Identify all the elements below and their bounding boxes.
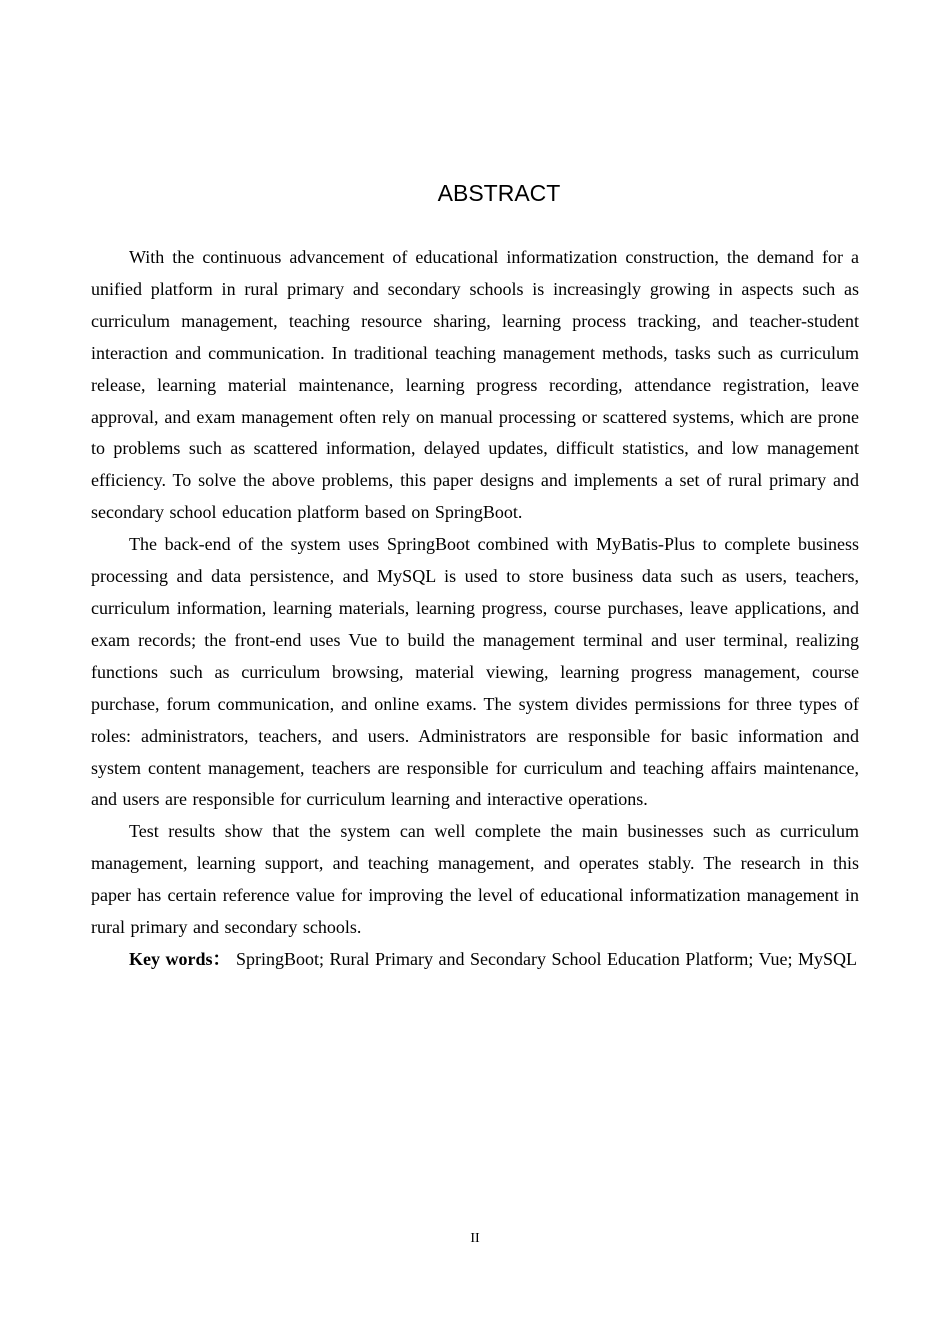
keywords-label: Key words： <box>129 948 231 969</box>
abstract-paragraph-3: Test results show that the system can well complete the main businesses such as curriculum management, learning support, and teaching management, and operates stably. The research in this paper has certain reference value for improving the level of educational informatization management in rural primary and secondary schools. <box>91 821 859 938</box>
abstract-body <box>91 242 859 976</box>
keywords-line <box>91 944 859 976</box>
abstract-paragraph-2: The back-end of the system uses SpringBoot combined with MyBatis-Plus to complete business processing and data persistence, and MySQL is used to store business data such as users, teachers, curriculum information, learning materials, learning progress, course purchases, leave applications, and exam records; the front-end uses Vue to build the management terminal and user terminal, realizing functions such as curriculum browsing, material viewing, learning progress management, course purchase, forum communication, and online exams. The system divides permissions for three types of roles: administrators, teachers, and users. Administrators are responsible for basic information and system content management, teachers are responsible for curriculum and teaching affairs maintenance, and users are responsible for curriculum learning and interactive operations. <box>91 534 859 810</box>
keywords-list: SpringBoot; Rural Primary and Secondary School Education Platform; Vue; MySQL <box>236 948 858 969</box>
abstract-title: ABSTRACT <box>437 180 561 206</box>
page-number: II <box>470 1231 480 1246</box>
abstract-paragraph-1: With the continuous advancement of educational informatization construction, the demand for a unified platform in rural primary and secondary schools is increasingly growing in aspects such as curriculum management, teaching resource sharing, learning process tracking, and teacher-student interaction and communication. In traditional teaching management methods, tasks such as curriculum release, learning material maintenance, learning progress recording, attendance registration, leave approval, and exam management often rely on manual processing or scattered systems, which are prone to problems such as scattered information, delayed updates, difficult statistics, and low management efficiency. To solve the above problems, this paper designs and implements a set of rural primary and secondary school education platform based on SpringBoot. <box>91 247 859 523</box>
